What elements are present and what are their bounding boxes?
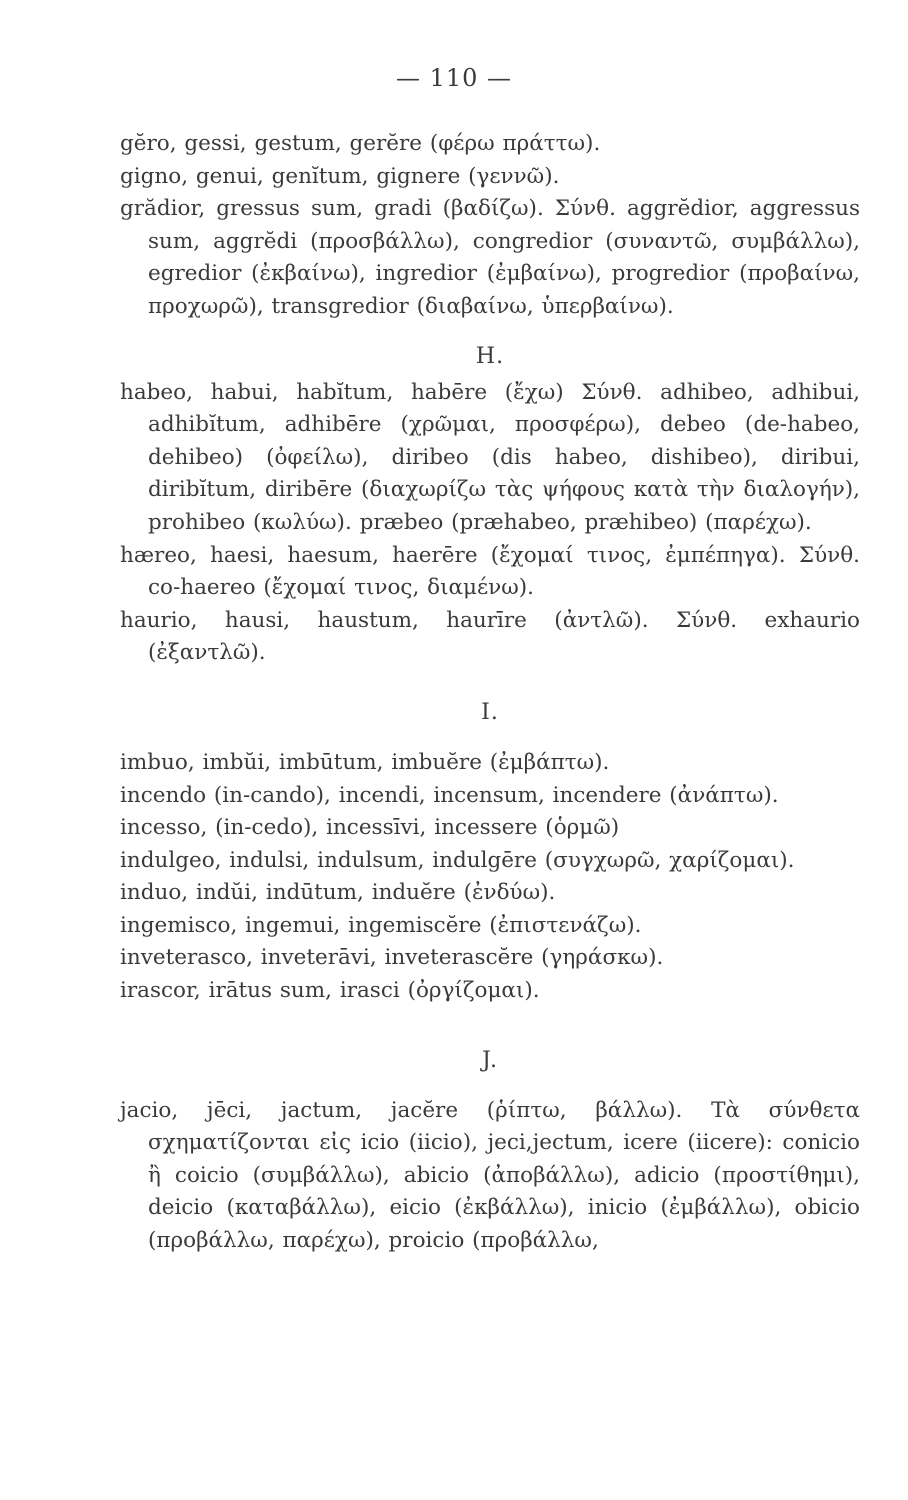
entry-jacio: jacio, jēci, jactum, jacĕre (ῥίπτω, βάλλω). Τὰ σύνθετα σχηματίζονται εἰς icio (iicio), jeci,jectum, icere (iicere): conicio ἢ coicio (συμβάλλω), abicio (ἀποβάλλω), adicio (προστίθημι), deicio (καταβάλλω), eicio (ἐκβάλλω), inicio (ἐμβάλλω), obicio (προβάλλω, παρέχω), proicio (προβάλλω, bbox=[120, 1097, 860, 1254]
entry-incendo: incendo (in-cando), incendi, incensum, incendere (ἀνάπτω). bbox=[120, 782, 779, 808]
section-heading-j: J. bbox=[481, 1047, 499, 1073]
page-body bbox=[120, 128, 860, 1258]
entry-gradior: grădior, gressus sum, gradi (βαδίζω). Σύνθ. aggrĕdior, aggressus sum, aggrĕdi (προσβάλλω), congredior (συναντῶ, συμβάλλω), egredior (ἐκβαίνω), ingredior (ἐμβαίνω), progredior (προβαίνω, προχωρῶ), transgredior (διαβαίνω, ὑπερβαίνω). bbox=[120, 196, 860, 319]
entry-irascor: irascor, irātus sum, irasci (ὀργίζομαι). bbox=[120, 978, 540, 1004]
entry-haurio: haurio, hausi, haustum, haurīre (ἀντλῶ). Σύνθ. exhaurio (ἐξαντλῶ). bbox=[120, 607, 860, 666]
entry-incesso: incesso, (in-cedo), incessīvi, incessere (ὁρμῶ) bbox=[120, 815, 620, 841]
entry-indulgeo: indulgeo, indulsi, indulsum, indulgēre (συγχωρῶ, χαρίζομαι). bbox=[120, 847, 795, 873]
entry-inveterasco: inveterasco, inveterāvi, inveterascĕre (γηράσκω). bbox=[120, 945, 664, 971]
entry-induo: induo, indŭi, indūtum, induĕre (ἐνδύω). bbox=[120, 880, 556, 906]
section-g bbox=[120, 128, 860, 324]
entry-habeo: habeo, habui, habĭtum, habēre (ἔχω) Σύνθ. adhibeo, adhibui, adhibĭtum, adhibēre (χρῶμαι, προσφέρω), debeo (de-habeo, dehibeo) (ὀφείλω), diribeo (dis habeo, dishibeo), diribui, diribĭtum, diribēre (διαχωρίζω τὰς ψήφους κατὰ τὴν διαλογήν), prohibeo (κωλύω). præbeo (præhabeo, præhibeo) (παρέχω). bbox=[120, 379, 860, 535]
entry-imbuo: imbuo, imbŭi, imbūtum, imbuĕre (ἐμβάπτω). bbox=[120, 749, 610, 775]
entry-haereo: hæreo, haesi, haesum, haerēre (ἔχομαί τινος, ἐμπέπηγα). Σύνθ. co-haereo (ἔχομαί τινος, διαμένω). bbox=[120, 542, 860, 601]
section-i bbox=[120, 700, 860, 1008]
section-heading-i: I. bbox=[481, 699, 499, 725]
section-heading-h: H. bbox=[475, 343, 505, 369]
entry-ingemisco: ingemisco, ingemui, ingemiscĕre (ἐπιστενάζω). bbox=[120, 912, 642, 938]
page-number: — 110 — bbox=[395, 64, 513, 92]
section-h bbox=[120, 344, 860, 670]
entry-gigno: gigno, genui, genĭtum, gignere (γεννῶ). bbox=[120, 163, 560, 189]
section-j bbox=[120, 1048, 860, 1258]
entry-gero: gĕro, gessi, gestum, gerĕre (φέρω πράττω). bbox=[120, 131, 601, 156]
